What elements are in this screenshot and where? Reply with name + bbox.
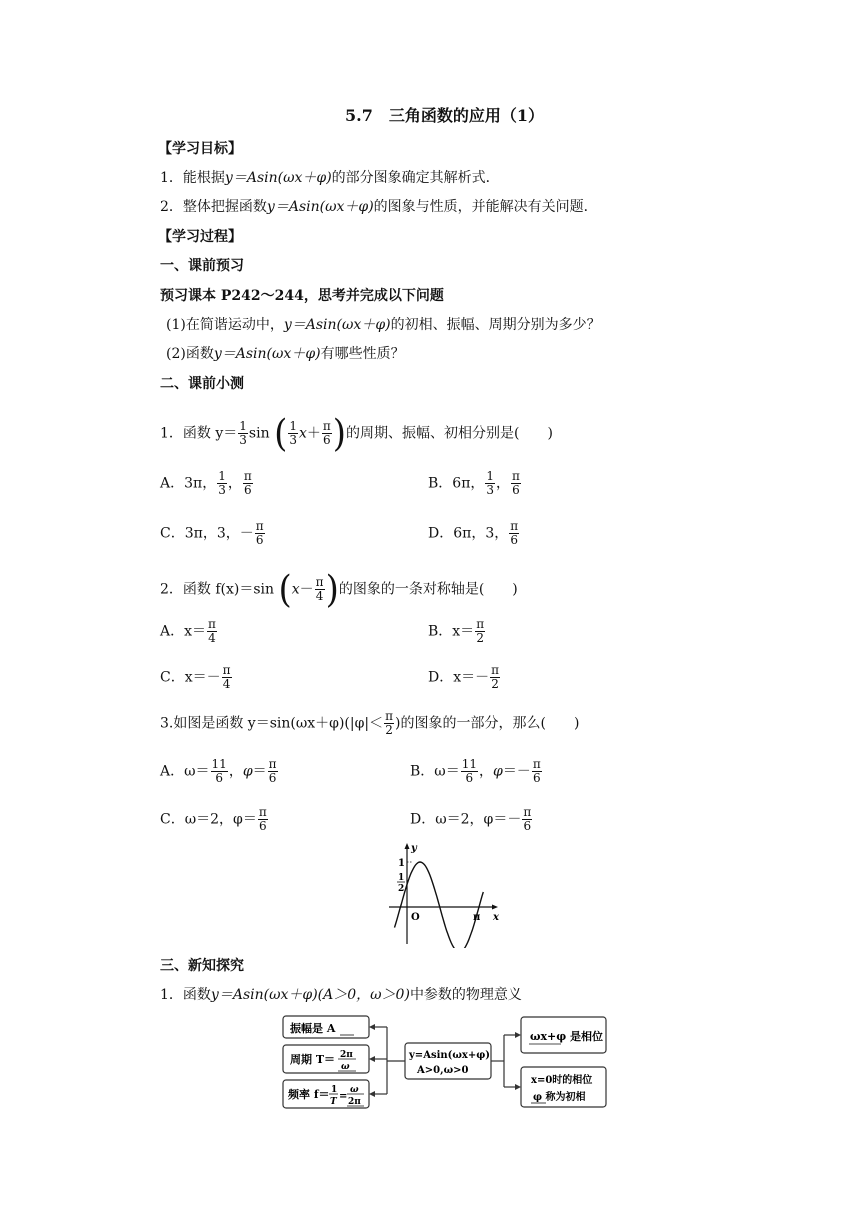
tick-pi-label: π [473,912,481,923]
fraction: $\frac{1}{3}$ [239,419,247,447]
goal-1: 1．能根据y＝Asin(ωx＋φ)的部分图象确定其解析式． [160,170,500,186]
goals-heading: 【学习目标】 [158,141,242,157]
sine-curve [395,862,484,948]
section1-q1: (1)在简谐运动中，y＝Asin(ωx＋φ)的初相、振幅、周期分别为多少？ [166,317,601,333]
x-arrow-icon [492,905,498,910]
section1-heading: 一、课前预习 [160,258,244,274]
problem-3-option-c[interactable]: C．ω＝2，φ＝ $\frac{\pi}{6}$ [160,805,267,833]
problem-3-option-b[interactable]: B．ω＝ $\frac{11}{6}$ ，φ＝－ $\frac{\pi}{6}$ [410,757,541,785]
y-axis-label: y [411,843,417,854]
svg-text:1: 1 [331,1085,338,1095]
problem-2-option-c[interactable]: C．x＝－ $\frac{\pi}{4}$ [160,663,231,691]
arrow-icon [369,1056,375,1062]
sine-graph [385,840,505,948]
problem-3-stem: 3.如图是函数 y＝sin(ωx＋φ)(|φ|＜ $\frac{\pi}{2}$ )的图象的一部分，那么( ) [160,709,580,737]
arrow-icon [515,1032,521,1038]
y-arrow-icon [405,843,410,849]
problem-1-option-b[interactable]: B．6π， $\frac{1}{3}$ ， $\frac{\pi}{6}$ [428,469,520,497]
goal-2: 2．整体把握函数y＝Asin(ωx＋φ)的图象与性质，并能解决有关问题． [160,199,598,215]
problem-2-stem: 2．函数 f(x)＝sin (x－ $\frac{\pi}{4}$ )的图象的一条对称轴是( ) [160,567,518,612]
problem-3-option-a[interactable]: A．ω＝ $\frac{11}{6}$ ，φ＝ $\frac{\pi}{6}$ [160,757,277,785]
center-formula: y=Asin(ωx+φ) [409,1050,491,1061]
svg-text:=: = [339,1091,348,1102]
phase-label: ωx+φ 是相位 [530,1030,604,1043]
problem-3-option-d[interactable]: D．ω＝2，φ＝－ $\frac{\pi}{6}$ [410,805,532,833]
tick-half-den: 2 [398,884,405,894]
section2-heading: 二、课前小测 [160,376,244,392]
initial-phase-line1: x=0时的相位 [531,1075,593,1086]
section3-heading: 三、新知探究 [160,958,244,974]
problem-1-stem: 1．函数 y＝ $\frac{1}{3}$ sin ( $\frac{1}{3}$ x＋ $\frac{\pi}{6}$ )的周期、振幅、初相分别是( ) [160,411,553,456]
arrow-icon [369,1024,375,1030]
section1-q2: (2)函数y＝Asin(ωx＋φ)有哪些性质？ [166,346,405,362]
center-condition: A>0,ω>0 [417,1065,469,1076]
tick-1-label: 1 [398,858,405,869]
problem-2-option-a[interactable]: A．x＝ $\frac{\pi}{4}$ [160,617,216,645]
process-heading: 【学习过程】 [158,229,242,245]
frequency-label: 频率 f＝ [288,1088,330,1101]
x-axis-label: x [493,912,499,923]
origin-label: O [411,912,420,923]
problem-2-option-b[interactable]: B．x＝ $\frac{\pi}{2}$ [428,617,485,645]
tick-half-num: 1 [398,873,405,883]
svg-text:ω: ω [350,1085,359,1095]
period-label: 周期 T＝ [290,1053,336,1066]
svg-text:ω: ω [341,1062,350,1072]
svg-text:T: T [330,1097,337,1107]
svg-text:2π: 2π [340,1050,353,1060]
amplitude-label: 振幅是 A [290,1022,336,1035]
problem-2-option-d[interactable]: D．x＝－ $\frac{\pi}{2}$ [428,663,500,691]
problem-1-option-a[interactable]: A．3π， $\frac{1}{3}$ ， $\frac{\pi}{6}$ [160,469,252,497]
section1-subheading: 预习课本 P242～244，思考并完成以下问题 [160,288,444,304]
svg-text:2π: 2π [348,1097,361,1107]
section3-item-1: 1．函数y＝Asin(ωx＋φ)(A＞0，ω＞0)中参数的物理意义 [160,987,522,1003]
page-title: 5.7 三角函数的应用（1） [345,106,544,125]
arrow-icon [369,1091,375,1097]
problem-1-option-d[interactable]: D．6π，3， $\frac{\pi}{6}$ [428,519,519,547]
initial-phase-line2: φ 称为初相 [533,1092,586,1103]
concept-diagram [278,1012,612,1112]
arrow-icon [515,1084,521,1090]
problem-1-option-c[interactable]: C．3π，3，－ $\frac{\pi}{6}$ [160,519,264,547]
